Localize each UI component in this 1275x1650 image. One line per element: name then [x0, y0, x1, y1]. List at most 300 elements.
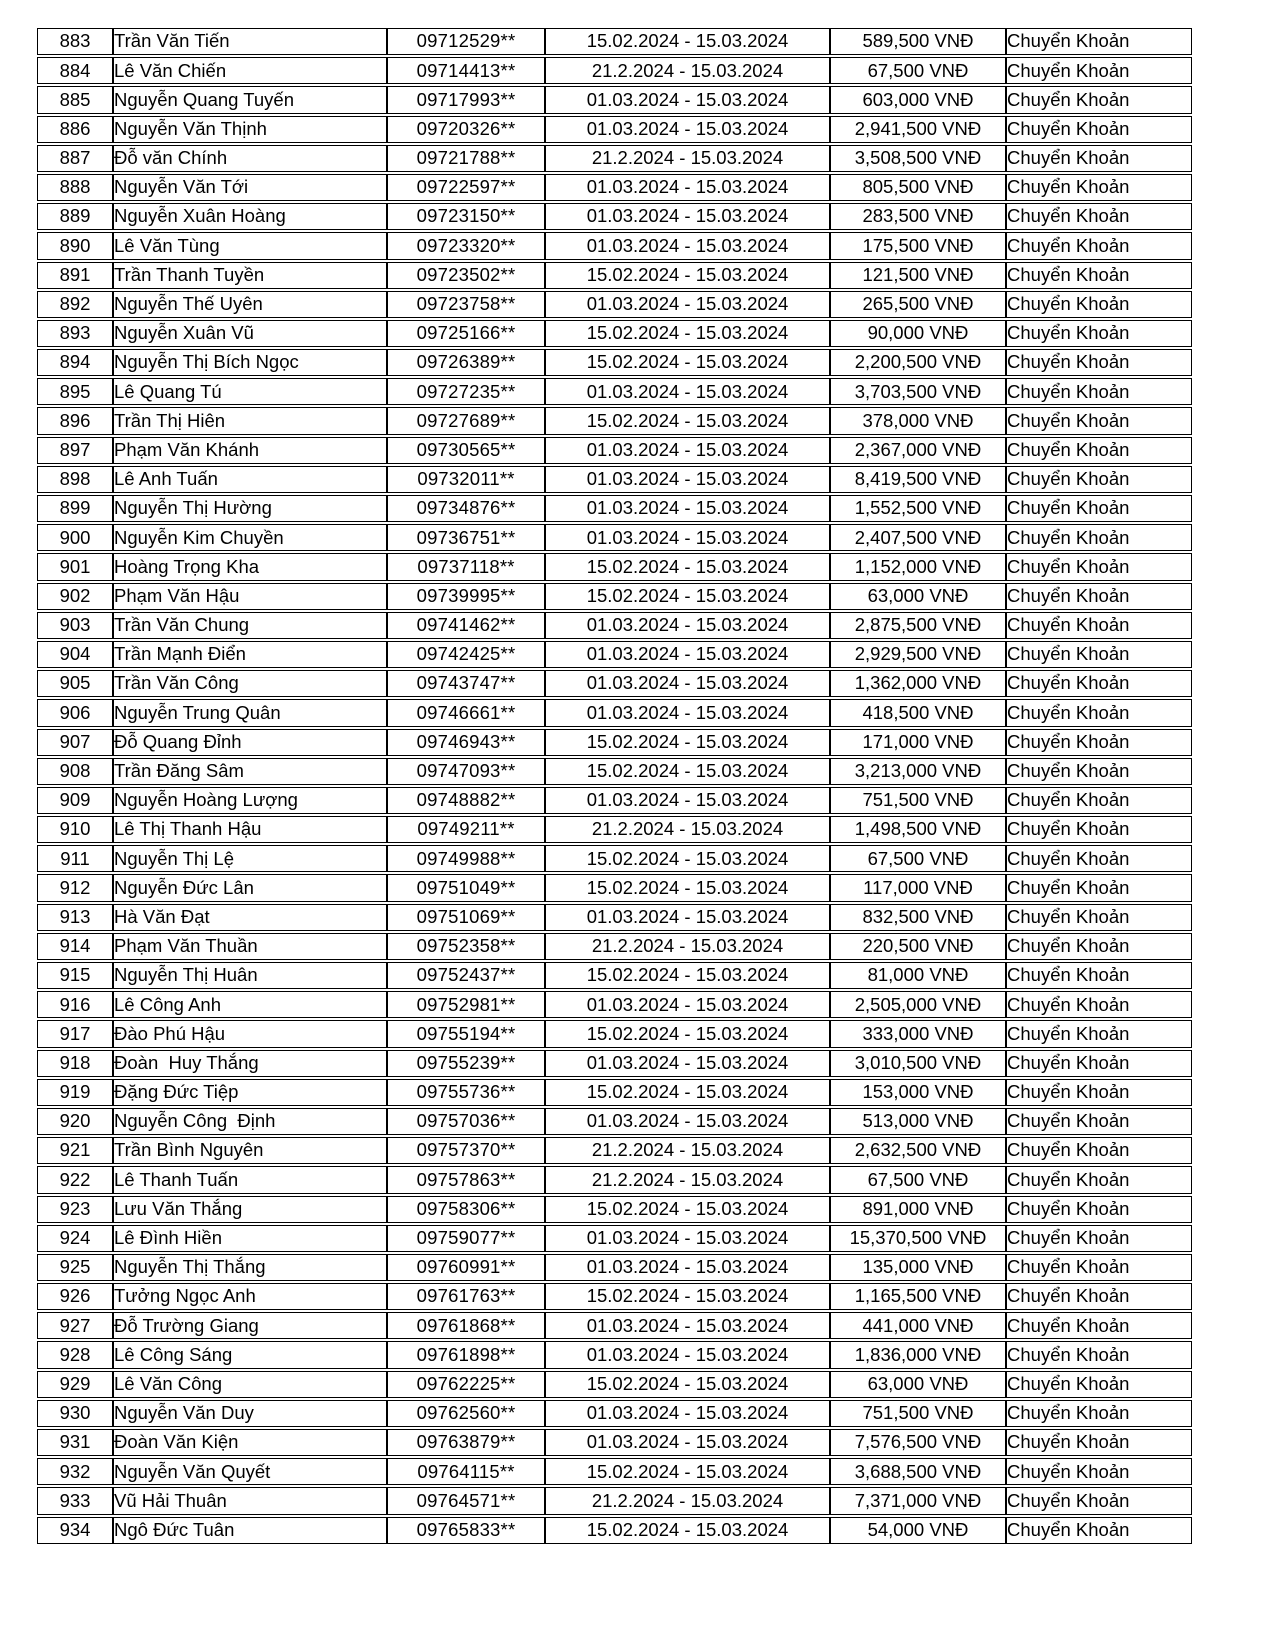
date-period-cell: 01.03.2024 - 15.03.2024: [545, 1312, 830, 1339]
phone-number-cell: 09762225**: [387, 1371, 545, 1398]
payment-method-cell: Chuyển Khoản: [1006, 1225, 1192, 1252]
phone-number-cell: 09727235**: [387, 378, 545, 405]
table-row: [37, 641, 1192, 668]
table-row: [37, 262, 1192, 289]
table-row: [37, 670, 1192, 697]
phone-number-cell: 09712529**: [387, 28, 545, 55]
recipient-name-cell: Hà Văn Đạt: [113, 904, 387, 931]
recipient-name-cell: Trần Thị Hiên: [113, 407, 387, 434]
recipient-name-cell: Phạm Văn Khánh: [113, 437, 387, 464]
amount-cell: 1,552,500 VNĐ: [830, 495, 1006, 522]
recipient-name-cell: Nguyễn Xuân Vũ: [113, 320, 387, 347]
date-period-cell: 01.03.2024 - 15.03.2024: [545, 904, 830, 931]
phone-number-cell: 09764571**: [387, 1487, 545, 1514]
row-number-cell: 908: [37, 758, 113, 785]
date-period-cell: 15.02.2024 - 15.03.2024: [545, 262, 830, 289]
payment-method-cell: Chuyển Khoản: [1006, 524, 1192, 551]
recipient-name-cell: Nguyễn Thị Bích Ngọc: [113, 349, 387, 376]
payment-method-cell: Chuyển Khoản: [1006, 729, 1192, 756]
table-row: [37, 407, 1192, 434]
payment-method-cell: Chuyển Khoản: [1006, 1050, 1192, 1077]
date-period-cell: 15.02.2024 - 15.03.2024: [545, 729, 830, 756]
date-period-cell: 01.03.2024 - 15.03.2024: [545, 116, 830, 143]
row-number-cell: 922: [37, 1166, 113, 1193]
table-row: [37, 1050, 1192, 1077]
payment-method-cell: Chuyển Khoản: [1006, 466, 1192, 493]
amount-cell: 1,836,000 VNĐ: [830, 1341, 1006, 1368]
row-number-cell: 910: [37, 816, 113, 843]
amount-cell: 513,000 VNĐ: [830, 1108, 1006, 1135]
payment-method-cell: Chuyển Khoản: [1006, 1341, 1192, 1368]
row-number-cell: 889: [37, 203, 113, 230]
phone-number-cell: 09749211**: [387, 816, 545, 843]
table-row: [37, 1283, 1192, 1310]
recipient-name-cell: Đỗ văn Chính: [113, 145, 387, 172]
phone-number-cell: 09762560**: [387, 1400, 545, 1427]
payment-method-cell: Chuyển Khoản: [1006, 57, 1192, 84]
row-number-cell: 928: [37, 1341, 113, 1368]
phone-number-cell: 09755239**: [387, 1050, 545, 1077]
phone-number-cell: 09726389**: [387, 349, 545, 376]
recipient-name-cell: Phạm Văn Hậu: [113, 583, 387, 610]
date-period-cell: 21.2.2024 - 15.03.2024: [545, 1487, 830, 1514]
recipient-name-cell: Trần Bình Nguyên: [113, 1137, 387, 1164]
row-number-cell: 900: [37, 524, 113, 551]
date-period-cell: 21.2.2024 - 15.03.2024: [545, 145, 830, 172]
table-row: [37, 145, 1192, 172]
recipient-name-cell: Ngô Đức Tuân: [113, 1517, 387, 1544]
table-row: [37, 1429, 1192, 1456]
recipient-name-cell: Nguyễn Trung Quân: [113, 699, 387, 726]
date-period-cell: 15.02.2024 - 15.03.2024: [545, 583, 830, 610]
phone-number-cell: 09765833**: [387, 1517, 545, 1544]
amount-cell: 15,370,500 VNĐ: [830, 1225, 1006, 1252]
phone-number-cell: 09723502**: [387, 262, 545, 289]
amount-cell: 63,000 VNĐ: [830, 583, 1006, 610]
payment-method-cell: Chuyển Khoản: [1006, 116, 1192, 143]
row-number-cell: 903: [37, 612, 113, 639]
recipient-name-cell: Đoàn Văn Kiện: [113, 1429, 387, 1456]
phone-number-cell: 09760991**: [387, 1254, 545, 1281]
recipient-name-cell: Nguyễn Hoàng Lượng: [113, 787, 387, 814]
date-period-cell: 15.02.2024 - 15.03.2024: [545, 320, 830, 347]
phone-number-cell: 09736751**: [387, 524, 545, 551]
amount-cell: 175,500 VNĐ: [830, 232, 1006, 259]
date-period-cell: 15.02.2024 - 15.03.2024: [545, 1371, 830, 1398]
payment-method-cell: Chuyển Khoản: [1006, 904, 1192, 931]
row-number-cell: 905: [37, 670, 113, 697]
recipient-name-cell: Đoàn Huy Thắng: [113, 1050, 387, 1077]
payment-method-cell: Chuyển Khoản: [1006, 203, 1192, 230]
recipient-name-cell: Nguyễn Văn Thịnh: [113, 116, 387, 143]
row-number-cell: 926: [37, 1283, 113, 1310]
payment-method-cell: Chuyển Khoản: [1006, 320, 1192, 347]
row-number-cell: 902: [37, 583, 113, 610]
amount-cell: 54,000 VNĐ: [830, 1517, 1006, 1544]
date-period-cell: 15.02.2024 - 15.03.2024: [545, 1283, 830, 1310]
payment-method-cell: Chuyển Khoản: [1006, 232, 1192, 259]
date-period-cell: 01.03.2024 - 15.03.2024: [545, 1400, 830, 1427]
phone-number-cell: 09755736**: [387, 1079, 545, 1106]
phone-number-cell: 09723150**: [387, 203, 545, 230]
phone-number-cell: 09758306**: [387, 1196, 545, 1223]
amount-cell: 2,367,000 VNĐ: [830, 437, 1006, 464]
payment-method-cell: Chuyển Khoản: [1006, 291, 1192, 318]
amount-cell: 67,500 VNĐ: [830, 845, 1006, 872]
date-period-cell: 01.03.2024 - 15.03.2024: [545, 232, 830, 259]
amount-cell: 751,500 VNĐ: [830, 787, 1006, 814]
date-period-cell: 21.2.2024 - 15.03.2024: [545, 1137, 830, 1164]
table-row: [37, 583, 1192, 610]
recipient-name-cell: Lê Văn Công: [113, 1371, 387, 1398]
date-period-cell: 01.03.2024 - 15.03.2024: [545, 1225, 830, 1252]
amount-cell: 67,500 VNĐ: [830, 1166, 1006, 1193]
row-number-cell: 919: [37, 1079, 113, 1106]
recipient-name-cell: Nguyễn Đức Lân: [113, 874, 387, 901]
row-number-cell: 929: [37, 1371, 113, 1398]
payment-method-cell: Chuyển Khoản: [1006, 1283, 1192, 1310]
row-number-cell: 911: [37, 845, 113, 872]
phone-number-cell: 09741462**: [387, 612, 545, 639]
date-period-cell: 01.03.2024 - 15.03.2024: [545, 1429, 830, 1456]
row-number-cell: 934: [37, 1517, 113, 1544]
table-row: [37, 1400, 1192, 1427]
recipient-name-cell: Phạm Văn Thuần: [113, 933, 387, 960]
phone-number-cell: 09732011**: [387, 466, 545, 493]
payment-method-cell: Chuyển Khoản: [1006, 378, 1192, 405]
payment-method-cell: Chuyển Khoản: [1006, 1458, 1192, 1485]
table-row: [37, 349, 1192, 376]
recipient-name-cell: Trần Thanh Tuyền: [113, 262, 387, 289]
table-row: [37, 816, 1192, 843]
recipient-name-cell: Nguyễn Văn Duy: [113, 1400, 387, 1427]
date-period-cell: 01.03.2024 - 15.03.2024: [545, 699, 830, 726]
recipient-name-cell: Hoàng Trọng Kha: [113, 553, 387, 580]
row-number-cell: 915: [37, 962, 113, 989]
payment-method-cell: Chuyển Khoản: [1006, 1108, 1192, 1135]
amount-cell: 333,000 VNĐ: [830, 1020, 1006, 1047]
table-row: [37, 86, 1192, 113]
row-number-cell: 923: [37, 1196, 113, 1223]
table-row: [37, 962, 1192, 989]
recipient-name-cell: Nguyễn Thị Huân: [113, 962, 387, 989]
amount-cell: 63,000 VNĐ: [830, 1371, 1006, 1398]
recipient-name-cell: Trần Đăng Sâm: [113, 758, 387, 785]
date-period-cell: 15.02.2024 - 15.03.2024: [545, 1458, 830, 1485]
amount-cell: 1,152,000 VNĐ: [830, 553, 1006, 580]
amount-cell: 171,000 VNĐ: [830, 729, 1006, 756]
payment-method-cell: Chuyển Khoản: [1006, 874, 1192, 901]
recipient-name-cell: Lê Văn Tùng: [113, 232, 387, 259]
amount-cell: 1,362,000 VNĐ: [830, 670, 1006, 697]
table-row: [37, 874, 1192, 901]
phone-number-cell: 09752981**: [387, 991, 545, 1018]
payment-method-cell: Chuyển Khoản: [1006, 670, 1192, 697]
row-number-cell: 894: [37, 349, 113, 376]
amount-cell: 117,000 VNĐ: [830, 874, 1006, 901]
amount-cell: 441,000 VNĐ: [830, 1312, 1006, 1339]
phone-number-cell: 09755194**: [387, 1020, 545, 1047]
phone-number-cell: 09730565**: [387, 437, 545, 464]
row-number-cell: 884: [37, 57, 113, 84]
row-number-cell: 914: [37, 933, 113, 960]
amount-cell: 3,508,500 VNĐ: [830, 145, 1006, 172]
recipient-name-cell: Trần Văn Chung: [113, 612, 387, 639]
date-period-cell: 01.03.2024 - 15.03.2024: [545, 466, 830, 493]
row-number-cell: 906: [37, 699, 113, 726]
phone-number-cell: 09734876**: [387, 495, 545, 522]
table-row: [37, 612, 1192, 639]
table-row: [37, 291, 1192, 318]
phone-number-cell: 09751069**: [387, 904, 545, 931]
amount-cell: 2,200,500 VNĐ: [830, 349, 1006, 376]
row-number-cell: 930: [37, 1400, 113, 1427]
date-period-cell: 01.03.2024 - 15.03.2024: [545, 1254, 830, 1281]
payment-method-cell: Chuyển Khoản: [1006, 1196, 1192, 1223]
payment-method-cell: Chuyển Khoản: [1006, 991, 1192, 1018]
date-period-cell: 15.02.2024 - 15.03.2024: [545, 1020, 830, 1047]
table-row: [37, 787, 1192, 814]
payment-table-body: [37, 28, 1192, 1544]
row-number-cell: 912: [37, 874, 113, 901]
row-number-cell: 901: [37, 553, 113, 580]
row-number-cell: 920: [37, 1108, 113, 1135]
payment-method-cell: Chuyển Khoản: [1006, 349, 1192, 376]
recipient-name-cell: Nguyễn Xuân Hoàng: [113, 203, 387, 230]
amount-cell: 378,000 VNĐ: [830, 407, 1006, 434]
payment-method-cell: Chuyển Khoản: [1006, 1312, 1192, 1339]
recipient-name-cell: Trần Mạnh Điển: [113, 641, 387, 668]
table-row: [37, 729, 1192, 756]
row-number-cell: 932: [37, 1458, 113, 1485]
table-row: [37, 904, 1192, 931]
amount-cell: 265,500 VNĐ: [830, 291, 1006, 318]
amount-cell: 2,632,500 VNĐ: [830, 1137, 1006, 1164]
date-period-cell: 15.02.2024 - 15.03.2024: [545, 553, 830, 580]
payment-method-cell: Chuyển Khoản: [1006, 1429, 1192, 1456]
row-number-cell: 916: [37, 991, 113, 1018]
amount-cell: 3,703,500 VNĐ: [830, 378, 1006, 405]
phone-number-cell: 09757036**: [387, 1108, 545, 1135]
phone-number-cell: 09720326**: [387, 116, 545, 143]
date-period-cell: 15.02.2024 - 15.03.2024: [545, 28, 830, 55]
table-row: [37, 758, 1192, 785]
row-number-cell: 917: [37, 1020, 113, 1047]
date-period-cell: 15.02.2024 - 15.03.2024: [545, 962, 830, 989]
table-row: [37, 1225, 1192, 1252]
date-period-cell: 15.02.2024 - 15.03.2024: [545, 758, 830, 785]
date-period-cell: 01.03.2024 - 15.03.2024: [545, 1050, 830, 1077]
amount-cell: 418,500 VNĐ: [830, 699, 1006, 726]
phone-number-cell: 09739995**: [387, 583, 545, 610]
row-number-cell: 898: [37, 466, 113, 493]
payment-method-cell: Chuyển Khoản: [1006, 262, 1192, 289]
amount-cell: 891,000 VNĐ: [830, 1196, 1006, 1223]
payment-method-cell: Chuyển Khoản: [1006, 1487, 1192, 1514]
date-period-cell: 01.03.2024 - 15.03.2024: [545, 670, 830, 697]
table-row: [37, 1341, 1192, 1368]
amount-cell: 832,500 VNĐ: [830, 904, 1006, 931]
row-number-cell: 904: [37, 641, 113, 668]
phone-number-cell: 09764115**: [387, 1458, 545, 1485]
recipient-name-cell: Vũ Hải Thuân: [113, 1487, 387, 1514]
phone-number-cell: 09748882**: [387, 787, 545, 814]
table-row: [37, 466, 1192, 493]
phone-number-cell: 09743747**: [387, 670, 545, 697]
phone-number-cell: 09723758**: [387, 291, 545, 318]
row-number-cell: 888: [37, 174, 113, 201]
recipient-name-cell: Lê Văn Chiến: [113, 57, 387, 84]
recipient-name-cell: Lê Đình Hiền: [113, 1225, 387, 1252]
amount-cell: 8,419,500 VNĐ: [830, 466, 1006, 493]
table-row: [37, 174, 1192, 201]
recipient-name-cell: Lê Quang Tú: [113, 378, 387, 405]
payment-method-cell: Chuyển Khoản: [1006, 933, 1192, 960]
row-number-cell: 924: [37, 1225, 113, 1252]
amount-cell: 7,576,500 VNĐ: [830, 1429, 1006, 1456]
payment-method-cell: Chuyển Khoản: [1006, 758, 1192, 785]
phone-number-cell: 09722597**: [387, 174, 545, 201]
table-row: [37, 232, 1192, 259]
payment-method-cell: Chuyển Khoản: [1006, 1079, 1192, 1106]
payment-method-cell: Chuyển Khoản: [1006, 28, 1192, 55]
date-period-cell: 01.03.2024 - 15.03.2024: [545, 787, 830, 814]
recipient-name-cell: Đỗ Trường Giang: [113, 1312, 387, 1339]
recipient-name-cell: Nguyễn Kim Chuyền: [113, 524, 387, 551]
payment-method-cell: Chuyển Khoản: [1006, 1517, 1192, 1544]
payment-method-cell: Chuyển Khoản: [1006, 962, 1192, 989]
date-period-cell: 01.03.2024 - 15.03.2024: [545, 86, 830, 113]
amount-cell: 153,000 VNĐ: [830, 1079, 1006, 1106]
row-number-cell: 896: [37, 407, 113, 434]
date-period-cell: 21.2.2024 - 15.03.2024: [545, 933, 830, 960]
date-period-cell: 15.02.2024 - 15.03.2024: [545, 874, 830, 901]
table-row: [37, 203, 1192, 230]
row-number-cell: 907: [37, 729, 113, 756]
phone-number-cell: 09752437**: [387, 962, 545, 989]
amount-cell: 90,000 VNĐ: [830, 320, 1006, 347]
date-period-cell: 01.03.2024 - 15.03.2024: [545, 524, 830, 551]
row-number-cell: 892: [37, 291, 113, 318]
recipient-name-cell: Lưu Văn Thắng: [113, 1196, 387, 1223]
amount-cell: 81,000 VNĐ: [830, 962, 1006, 989]
recipient-name-cell: Nguyễn Thế Uyên: [113, 291, 387, 318]
row-number-cell: 885: [37, 86, 113, 113]
recipient-name-cell: Nguyễn Thị Lệ: [113, 845, 387, 872]
phone-number-cell: 09751049**: [387, 874, 545, 901]
date-period-cell: 01.03.2024 - 15.03.2024: [545, 437, 830, 464]
row-number-cell: 909: [37, 787, 113, 814]
table-row: [37, 116, 1192, 143]
row-number-cell: 931: [37, 1429, 113, 1456]
amount-cell: 751,500 VNĐ: [830, 1400, 1006, 1427]
table-row: [37, 1196, 1192, 1223]
date-period-cell: 01.03.2024 - 15.03.2024: [545, 991, 830, 1018]
date-period-cell: 15.02.2024 - 15.03.2024: [545, 1517, 830, 1544]
table-row: [37, 933, 1192, 960]
date-period-cell: 21.2.2024 - 15.03.2024: [545, 1166, 830, 1193]
amount-cell: 2,875,500 VNĐ: [830, 612, 1006, 639]
phone-number-cell: 09761763**: [387, 1283, 545, 1310]
amount-cell: 2,929,500 VNĐ: [830, 641, 1006, 668]
date-period-cell: 15.02.2024 - 15.03.2024: [545, 1079, 830, 1106]
row-number-cell: 886: [37, 116, 113, 143]
date-period-cell: 15.02.2024 - 15.03.2024: [545, 1196, 830, 1223]
phone-number-cell: 09749988**: [387, 845, 545, 872]
table-row: [37, 1108, 1192, 1135]
table-row: [37, 495, 1192, 522]
payment-method-cell: Chuyển Khoản: [1006, 495, 1192, 522]
row-number-cell: 891: [37, 262, 113, 289]
table-row: [37, 1079, 1192, 1106]
phone-number-cell: 09746943**: [387, 729, 545, 756]
date-period-cell: 21.2.2024 - 15.03.2024: [545, 57, 830, 84]
table-row: [37, 1371, 1192, 1398]
phone-number-cell: 09714413**: [387, 57, 545, 84]
date-period-cell: 01.03.2024 - 15.03.2024: [545, 612, 830, 639]
table-row: [37, 320, 1192, 347]
date-period-cell: 15.02.2024 - 15.03.2024: [545, 349, 830, 376]
date-period-cell: 01.03.2024 - 15.03.2024: [545, 378, 830, 405]
payment-method-cell: Chuyển Khoản: [1006, 1137, 1192, 1164]
payment-method-cell: Chuyển Khoản: [1006, 641, 1192, 668]
phone-number-cell: 09737118**: [387, 553, 545, 580]
table-row: [37, 1254, 1192, 1281]
recipient-name-cell: Đặng Đức Tiệp: [113, 1079, 387, 1106]
recipient-name-cell: Nguyễn Thị Thắng: [113, 1254, 387, 1281]
recipient-name-cell: Đào Phú Hậu: [113, 1020, 387, 1047]
row-number-cell: 895: [37, 378, 113, 405]
row-number-cell: 925: [37, 1254, 113, 1281]
payment-method-cell: Chuyển Khoản: [1006, 612, 1192, 639]
payment-method-cell: Chuyển Khoản: [1006, 553, 1192, 580]
amount-cell: 805,500 VNĐ: [830, 174, 1006, 201]
table-row: [37, 1458, 1192, 1485]
table-row: [37, 991, 1192, 1018]
payment-method-cell: Chuyển Khoản: [1006, 407, 1192, 434]
amount-cell: 135,000 VNĐ: [830, 1254, 1006, 1281]
table-row: [37, 1137, 1192, 1164]
phone-number-cell: 09763879**: [387, 1429, 545, 1456]
payment-method-cell: Chuyển Khoản: [1006, 816, 1192, 843]
table-row: [37, 1166, 1192, 1193]
payment-method-cell: Chuyển Khoản: [1006, 86, 1192, 113]
table-row: [37, 378, 1192, 405]
amount-cell: 7,371,000 VNĐ: [830, 1487, 1006, 1514]
date-period-cell: 15.02.2024 - 15.03.2024: [545, 407, 830, 434]
phone-number-cell: 09752358**: [387, 933, 545, 960]
payment-method-cell: Chuyển Khoản: [1006, 1400, 1192, 1427]
recipient-name-cell: Trần Văn Tiến: [113, 28, 387, 55]
amount-cell: 220,500 VNĐ: [830, 933, 1006, 960]
date-period-cell: 01.03.2024 - 15.03.2024: [545, 641, 830, 668]
table-row: [37, 1487, 1192, 1514]
amount-cell: 121,500 VNĐ: [830, 262, 1006, 289]
row-number-cell: 921: [37, 1137, 113, 1164]
phone-number-cell: 09759077**: [387, 1225, 545, 1252]
payment-method-cell: Chuyển Khoản: [1006, 174, 1192, 201]
phone-number-cell: 09747093**: [387, 758, 545, 785]
amount-cell: 1,165,500 VNĐ: [830, 1283, 1006, 1310]
amount-cell: 3,213,000 VNĐ: [830, 758, 1006, 785]
payment-method-cell: Chuyển Khoản: [1006, 145, 1192, 172]
date-period-cell: 01.03.2024 - 15.03.2024: [545, 174, 830, 201]
row-number-cell: 883: [37, 28, 113, 55]
phone-number-cell: 09727689**: [387, 407, 545, 434]
phone-number-cell: 09723320**: [387, 232, 545, 259]
payment-method-cell: Chuyển Khoản: [1006, 699, 1192, 726]
phone-number-cell: 09746661**: [387, 699, 545, 726]
